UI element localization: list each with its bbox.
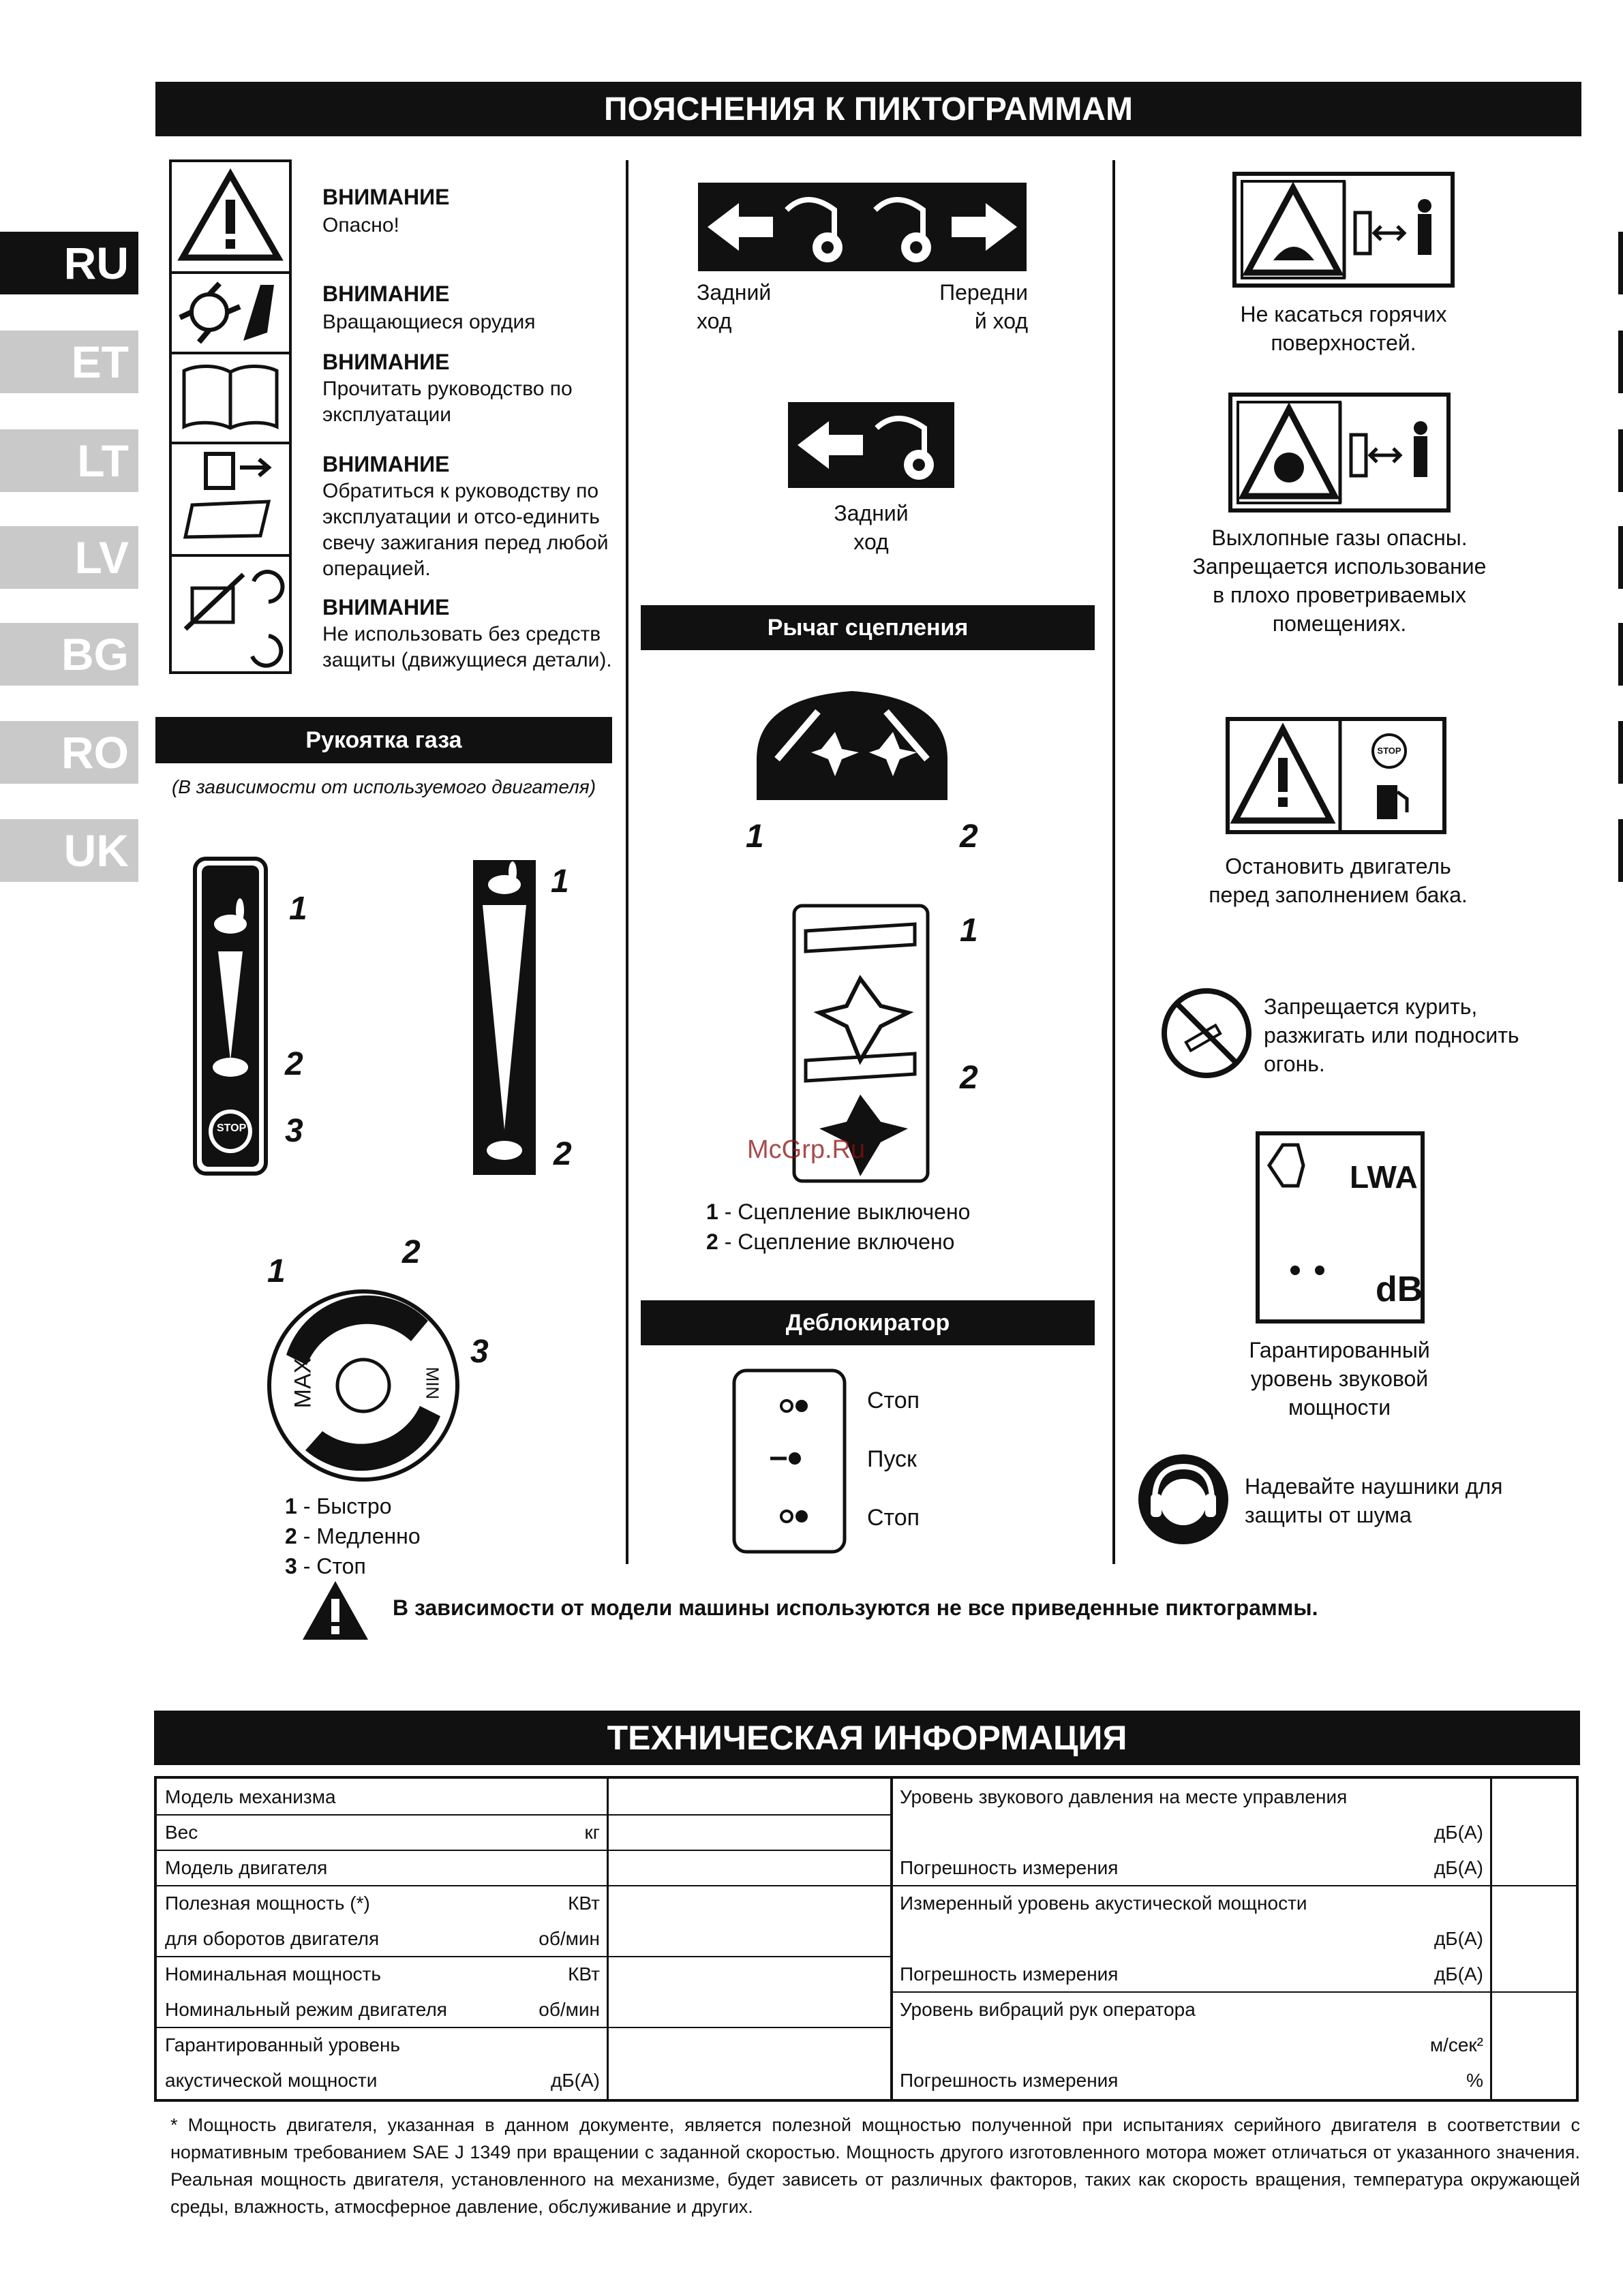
lang-tab-lt[interactable] bbox=[0, 429, 138, 492]
release-item: Стоп bbox=[867, 1505, 920, 1531]
watermark: McGrp.Ru bbox=[747, 1135, 866, 1164]
clutch-header bbox=[641, 605, 1095, 650]
ear-protection-icon bbox=[1137, 1453, 1230, 1546]
tech-title bbox=[154, 1711, 1580, 1765]
clutch-num-2: 2 bbox=[960, 1060, 978, 1096]
warning-text: Не использовать без средств защиты (движущиеся детали). bbox=[322, 623, 612, 671]
warning-item bbox=[322, 593, 616, 673]
warning-icon-column bbox=[169, 159, 292, 674]
tech-row-unit: КВт bbox=[568, 1963, 600, 1985]
throttle-num-3: 3 bbox=[285, 1113, 303, 1149]
column-divider bbox=[1112, 160, 1115, 1564]
legend-num: 1 bbox=[706, 1199, 718, 1224]
hot-surface-text: Не касаться горячих поверхностей. bbox=[1240, 302, 1447, 355]
lang-tab-bg[interactable] bbox=[0, 623, 138, 686]
clutch-num-1: 1 bbox=[746, 818, 764, 855]
tech-row-unit: об/мин bbox=[539, 1928, 600, 1949]
throttle-lever-icon bbox=[470, 857, 539, 1178]
lang-tab-ru[interactable] bbox=[0, 232, 138, 294]
reverse-label-line: ход bbox=[697, 309, 732, 333]
edge-marker bbox=[1618, 232, 1623, 294]
tech-row-label: Модель двигателя bbox=[165, 1857, 328, 1878]
release-diagram-icon bbox=[732, 1368, 847, 1554]
throttle-num-1: 1 bbox=[551, 863, 569, 900]
dial-num-3: 3 bbox=[470, 1334, 489, 1370]
forward-label-line: й ход bbox=[974, 309, 1028, 333]
tech-row-label: Номинальная мощность bbox=[165, 1963, 381, 1985]
throttle-num-1: 1 bbox=[289, 891, 307, 927]
hot-surface-icon bbox=[1232, 172, 1455, 288]
manual-book-icon bbox=[179, 358, 282, 433]
edge-marker bbox=[1618, 819, 1623, 882]
lang-bg-label: BG bbox=[61, 629, 129, 679]
reverse-label-line: Задний bbox=[697, 280, 772, 305]
ear-protection-text: Надевайте наушники для защиты от шума bbox=[1245, 1474, 1503, 1527]
db-label: dB bbox=[1376, 1270, 1423, 1309]
lang-uk-label: UK bbox=[63, 825, 129, 876]
tech-row-unit: дБ(A) bbox=[550, 2070, 600, 2091]
forward-label-line: Передни bbox=[939, 280, 1028, 305]
legend-num: 2 bbox=[285, 1524, 297, 1548]
clutch-num-1: 1 bbox=[960, 913, 978, 949]
legend-item: 1 - Сцепление выключено bbox=[706, 1199, 971, 1224]
lang-tab-uk[interactable] bbox=[0, 819, 138, 882]
reverse-label bbox=[697, 278, 771, 335]
warning-triangle-icon bbox=[301, 1580, 369, 1641]
lwa-label: LWA bbox=[1350, 1159, 1418, 1195]
throttle-header bbox=[155, 717, 612, 763]
edge-marker bbox=[1618, 721, 1623, 784]
direction-reverse-forward-icon bbox=[698, 183, 1027, 271]
release-header-text: Деблокиратор bbox=[785, 1309, 950, 1336]
column-divider bbox=[626, 160, 628, 1564]
tech-row-unit: об/мин bbox=[539, 1999, 600, 2020]
tech-row-label: Номинальный режим двигателя bbox=[165, 1999, 447, 2020]
throttle-num-2: 2 bbox=[285, 1046, 303, 1082]
legend-num: 3 bbox=[285, 1554, 297, 1578]
tech-row-unit: дБ(A) bbox=[1434, 1963, 1483, 1985]
legend-item: 3 - Стоп bbox=[285, 1554, 366, 1578]
rotating-blade-icon bbox=[179, 278, 282, 346]
warning-text: Вращающиеся орудия bbox=[322, 311, 536, 333]
legend-item: 2 - Сцепление включено bbox=[706, 1229, 955, 1254]
pictograms-title-text: ПОЯСНЕНИЯ К ПИКТОГРАММАМ bbox=[604, 91, 1133, 127]
tech-row-label: Полезная мощность (*) bbox=[165, 1893, 370, 1914]
legend-num: 2 bbox=[706, 1229, 718, 1254]
tech-row-unit: дБ(A) bbox=[1434, 1857, 1483, 1878]
tech-title-text: ТЕХНИЧЕСКАЯ ИНФОРМАЦИЯ bbox=[607, 1719, 1127, 1757]
dial-num-2: 2 bbox=[402, 1234, 421, 1270]
legend-text: Сцепление выключено bbox=[738, 1199, 971, 1224]
legend-text: Быстро bbox=[316, 1494, 392, 1518]
tech-row-label: Погрешность измерения bbox=[900, 1857, 1119, 1878]
exhaust-text: Выхлопные газы опасны. Запрещается использование в плохо проветриваемых помещениях. bbox=[1192, 525, 1487, 636]
warning-text: Прочитать руководство по эксплуатации bbox=[322, 378, 573, 426]
tech-row-unit: дБ(A) bbox=[1434, 1928, 1483, 1949]
warning-title: ВНИМАНИЕ bbox=[322, 452, 450, 476]
no-protection-icon bbox=[179, 561, 282, 670]
warning-title: ВНИМАНИЕ bbox=[322, 185, 450, 209]
tech-row-label: Уровень вибраций рук оператора bbox=[900, 1999, 1196, 2020]
engine-power-footnote: * Мощность двигателя, указанная в данном документе, является полезной мощностью полученной при испытаниях серийного двигателя в соответствии с нормативным требованием SAE J 1349 при вращении с заданной скоростью. Мощность другого изготовленного мотора может отличаться от указанного значения. Реальная мощность двигателя, установленного на механизме, будет зависеть от различных факторов, таких как скорость вращения, температура окружающей среды, влажность, атмосферное давление, обслуживание и других. bbox=[170, 2115, 1580, 2217]
lang-tab-lv[interactable] bbox=[0, 526, 138, 589]
throttle-header-text: Рукоятка газа bbox=[305, 726, 462, 753]
direction-reverse-icon bbox=[788, 402, 954, 488]
tech-row-unit: % bbox=[1466, 2070, 1483, 2091]
tech-row-label: Вес bbox=[165, 1822, 198, 1843]
tech-row-label: Гарантированный уровень bbox=[165, 2034, 400, 2055]
warning-item bbox=[322, 450, 616, 582]
tech-row-unit: кг bbox=[584, 1822, 600, 1843]
legend-num: 1 bbox=[285, 1494, 297, 1518]
warning-item bbox=[322, 279, 616, 337]
tech-row-unit: дБ(A) bbox=[1434, 1822, 1483, 1843]
lang-tab-et[interactable] bbox=[0, 331, 138, 393]
release-item: Пуск bbox=[867, 1446, 917, 1472]
dial-min-label: MIN bbox=[422, 1366, 443, 1400]
tech-row-label: Уровень звукового давления на месте управления bbox=[900, 1786, 1348, 1807]
reverse-label-line: Задний bbox=[834, 501, 909, 525]
clutch-num-2: 2 bbox=[960, 818, 978, 855]
dial-num-1: 1 bbox=[267, 1253, 286, 1289]
edge-marker bbox=[1618, 526, 1623, 589]
tech-row-unit: КВт bbox=[568, 1893, 600, 1914]
lang-lt-label: LT bbox=[77, 435, 129, 486]
warning-title: ВНИМАНИЕ bbox=[322, 595, 450, 619]
no-smoking-text: Запрещается курить, разжигать или подносить огонь. bbox=[1264, 994, 1519, 1076]
tech-row-label: Измеренный уровень акустической мощности bbox=[900, 1893, 1307, 1914]
edge-marker bbox=[1618, 623, 1623, 686]
warning-title: ВНИМАНИЕ bbox=[322, 350, 450, 374]
no-smoking-icon bbox=[1159, 985, 1254, 1081]
spark-plug-manual-icon bbox=[179, 447, 282, 542]
tech-row-label: Модель механизма bbox=[165, 1786, 336, 1807]
legend-item: 2 - Медленно bbox=[285, 1524, 421, 1548]
forward-label bbox=[920, 278, 1028, 335]
legend-text: Медленно bbox=[316, 1524, 421, 1548]
warning-title: ВНИМАНИЕ bbox=[322, 281, 450, 306]
tech-table bbox=[154, 1776, 1579, 2102]
legend-text: Сцепление включено bbox=[738, 1229, 955, 1254]
hazard-triangle-icon bbox=[179, 169, 282, 264]
throttle-num-2: 2 bbox=[553, 1136, 572, 1172]
tech-row-label: для оборотов двигателя bbox=[165, 1928, 380, 1949]
edge-marker bbox=[1618, 331, 1623, 393]
lang-lv-label: LV bbox=[74, 532, 129, 583]
release-item: Стоп bbox=[867, 1388, 920, 1413]
exhaust-gas-icon bbox=[1228, 393, 1451, 512]
clutch-legend bbox=[706, 1197, 970, 1257]
warning-text: Обратиться к руководству по эксплуатации и отсо-единить свечу зажигания перед любой операцией. bbox=[322, 480, 609, 580]
reverse-label-line: ход bbox=[853, 530, 889, 554]
pictograms-title bbox=[155, 82, 1581, 136]
lang-ro-label: RO bbox=[61, 727, 129, 778]
tech-row-label: Погрешность измерения bbox=[900, 2070, 1119, 2091]
pictogram-note: В зависимости от модели машины используются не все приведенные пиктограммы. bbox=[393, 1595, 1318, 1620]
warning-item bbox=[322, 348, 616, 428]
sound-power-text: Гарантированный уровень звуковой мощности bbox=[1249, 1338, 1430, 1420]
clutch-header-text: Рычаг сцепления bbox=[767, 614, 969, 641]
release-header bbox=[641, 1300, 1095, 1345]
lang-et-label: ET bbox=[71, 337, 129, 387]
lang-tab-ro[interactable] bbox=[0, 721, 138, 784]
tech-row-unit: м/сек² bbox=[1429, 2034, 1483, 2055]
stop-label: STOP bbox=[217, 1122, 247, 1134]
stop-badge: STOP bbox=[1377, 746, 1401, 756]
throttle-legend bbox=[285, 1491, 421, 1581]
lang-ru-label: RU bbox=[63, 238, 129, 288]
warning-text: Опасно! bbox=[322, 214, 399, 236]
edge-marker bbox=[1618, 429, 1623, 492]
dial-max-label: MAX bbox=[290, 1358, 316, 1409]
tech-row-label: Погрешность измерения bbox=[900, 1963, 1119, 1985]
throttle-note: (В зависимости от используемого двигателя) bbox=[171, 776, 596, 797]
legend-text: Стоп bbox=[316, 1554, 366, 1578]
clutch-lever-icon bbox=[743, 684, 961, 800]
legend-item: 1 - Быстро bbox=[285, 1494, 392, 1518]
tech-row-label: акустической мощности bbox=[165, 2070, 378, 2091]
stop-engine-text: Остановить двигатель перед заполнением бака. bbox=[1209, 854, 1468, 907]
warning-item bbox=[322, 183, 616, 240]
stop-engine-refuel-icon bbox=[1226, 717, 1446, 834]
reverse-label-2 bbox=[788, 499, 954, 556]
